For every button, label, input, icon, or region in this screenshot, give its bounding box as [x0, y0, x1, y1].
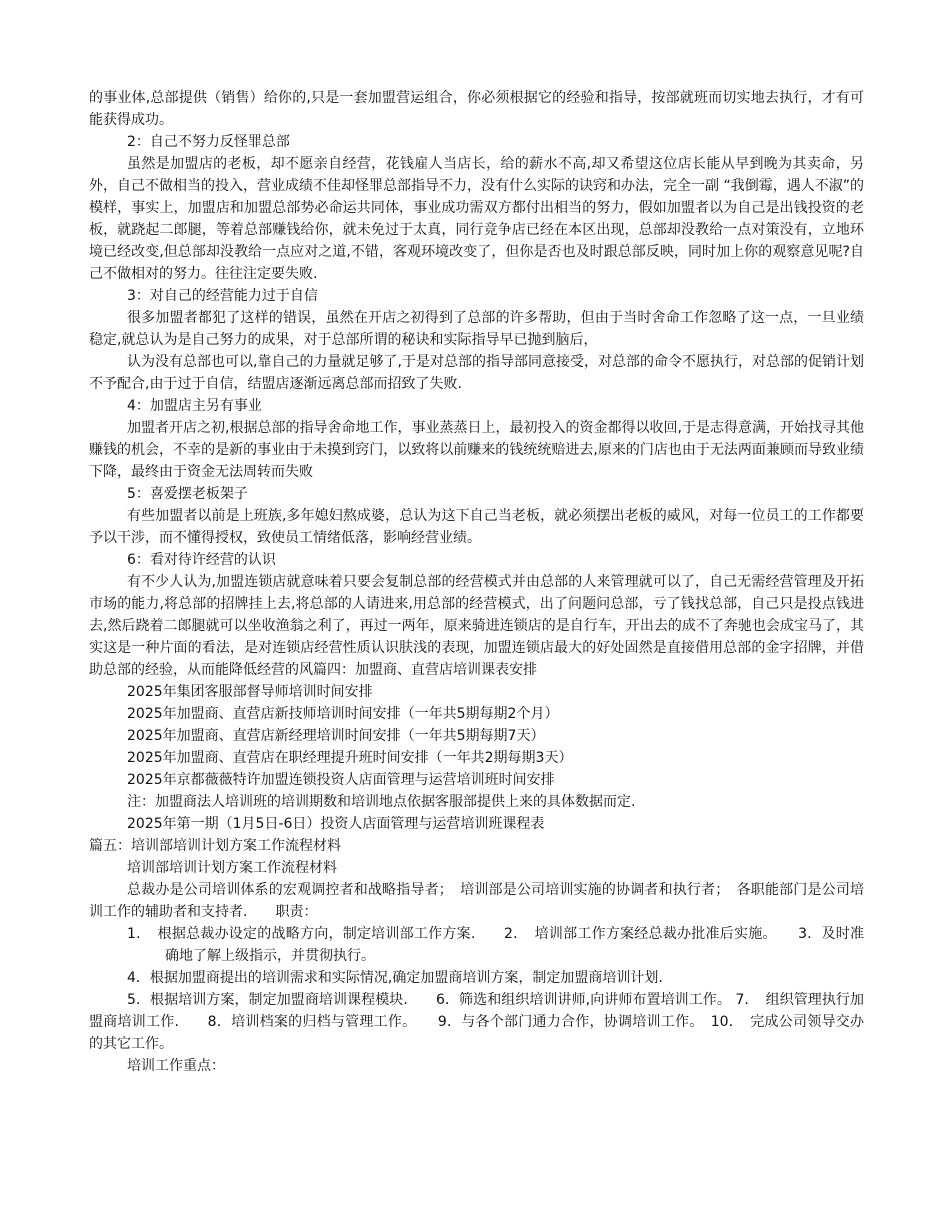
schedule-note: 注：加盟商法人培训班的培训期数和培训地点依据客服部提供上来的具体数据而定.: [127, 794, 636, 810]
duties-list-1-3: 1． 根据总裁办设定的战略方向，制定培训部工作方案. 2． 培训部工作方案经总裁办批准后实施。 3．及时准确地了解上级指示，并贯彻执行。: [127, 926, 864, 964]
paragraph-overconfidence-1: 很多加盟者都犯了这样的错误，虽然在开店之初得到了总部的许多帮助，但由于当时舍命工作忽略了这一点，一旦业绩稳定,就总认为是自己努力的成果，对于总部所谓的秘诀和实际指导早已抛到脑后，: [89, 310, 864, 348]
paragraph-overconfidence-2: 认为没有总部也可以,靠自己的力量就足够了,于是对总部的指导部同意接受，对总部的命令不愿执行，对总部的促销计划不予配合,由于过于自信，结盟店逐渐远离总部而招致了失败.: [89, 354, 864, 392]
paragraph-boss-attitude: 有些加盟者以前是上班族,多年媳妇熬成婆，总认为这下自己当老板，就必须摆出老板的威风，对每一位员工的工作都要予以干涉，而不懂得授权，致使员工情绪低落，影响经营业绩。: [89, 508, 864, 546]
schedule-line-3: 2025年加盟商、直营店新经理培训时间安排（一年共5期每期7天）: [127, 728, 545, 744]
section-five-heading: 篇五：培训部培训计划方案工作流程材料: [89, 838, 341, 854]
heading-3-overconfidence: 3：对自己的经营能力过于自信: [127, 288, 318, 304]
duties-items-5-10: 5．根据培训方案，制定加盟商培训课程模块. 6．筛选和组织培训讲师,向讲师布置培训工作。 7． 组织管理执行加盟商培训工作. 8．培训档案的归档与管理工作。 9．与各个部门通力合作，协调培训工作。 10． 完成公司领导交办的其它工作。: [89, 992, 864, 1052]
paragraph-intro: 的事业体,总部提供（销售）给你的,只是一套加盟营运组合，你必须根据它的经验和指导，按部就班而切实地去执行，才有可能获得成功。: [89, 90, 864, 128]
heading-4-other-business: 4：加盟店主另有事业: [127, 398, 262, 414]
heading-2-blame-hq: 2：自己不努力反怪罪总部: [127, 134, 290, 150]
schedule-line-1: 2025年集团客服部督导师培训时间安排: [127, 684, 373, 700]
heading-6-franchise-view: 6：看对待许经营的认识: [127, 552, 276, 568]
paragraph-other-business: 加盟者开店之初,根据总部的指导舍命地工作，事业蒸蒸日上，最初投入的资金都得以收回,于是志得意满，开始找寻其他赚钱的机会，不幸的是新的事业由于未摸到窍门，以致将以前赚来的钱统统赔进去,原来的门店也由于无法两面兼顾而导致业绩下降，最终由于资金无法周转而失败: [89, 420, 864, 480]
paragraph-franchise-view: 有不少人认为,加盟连锁店就意味着只要会复制总部的经营模式并由总部的人来管理就可以了，自己无需经营管理及开拓市场的能力,将总部的招牌挂上去,将总部的人请进来,用总部的经营模式，出了问题问总部，亏了钱找总部，自己只是投点钱进去,然后跷着二郎腿就可以坐收渔翁之利了，再过一两年，原来骑进连锁店的是自行车，开出去的成不了奔驰也会成宝马了，其实这是一种片面的看法，是对连锁店经营性质认识肤浅的表现，加盟连锁店最大的好处固然是直接借用总部的金字招牌，并借助总部的经验，从而能降低经营的风篇四：加盟商、直营店培训课表安排: [89, 574, 864, 678]
paragraph-blame-hq: 虽然是加盟店的老板，却不愿亲自经营，花钱雇人当店长，给的薪水不高,却又希望这位店长能从早到晚为其卖命，另外，自己不做相当的投入，营业成绩不佳却怪罪总部指导不力，没有什么实际的诀窍和办法，完全一副 “我倒霉，遇人不淑”的模样，事实上，加盟店和加盟总部势必命运共同体，事业成功需双方都付出相当的努力，假如加盟者以为自己是出钱投资的老板，就跷起二郎腿，等着总部赚钱给你，就未免过于太真，同行竞争店已经在本区出现，总部却没教给一点对策没有，立地环境已经改变,但总部却没教给一点应对之道,不错，客观环境改变了，但你是否也及时跟总部反映，同时加上你的观察意见呢?自己不做相对的努力。往往注定要失败.: [89, 156, 864, 282]
training-focus-heading: 培训工作重点：: [127, 1058, 225, 1074]
schedule-line-6: 2025年第一期（1月5日-6日）投资人店面管理与运营培训班课程表: [127, 816, 545, 832]
duties-item-4: 4．根据加盟商提出的培训需求和实际情况,确定加盟商培训方案，制定加盟商培训计划.: [127, 970, 663, 986]
schedule-line-5: 2025年京都薇薇特许加盟连锁投资人店面管理与运营培训班时间安排: [127, 772, 555, 788]
paragraph-roles: 总裁办是公司培训体系的宏观调控者和战略指导者； 培训部是公司培训实施的协调者和执行者； 各职能部门是公司培训工作的辅助者和支持者. 职责：: [89, 882, 864, 920]
section-five-title: 培训部培训计划方案工作流程材料: [127, 860, 337, 876]
schedule-line-2: 2025年加盟商、直营店新技师培训时间安排（一年共5期每期2个月）: [127, 706, 559, 722]
schedule-line-4: 2025年加盟商、直营店在职经理提升班时间安排（一年共2期每期3天）: [127, 750, 573, 766]
heading-5-boss-attitude: 5：喜爱摆老板架子: [127, 486, 248, 502]
